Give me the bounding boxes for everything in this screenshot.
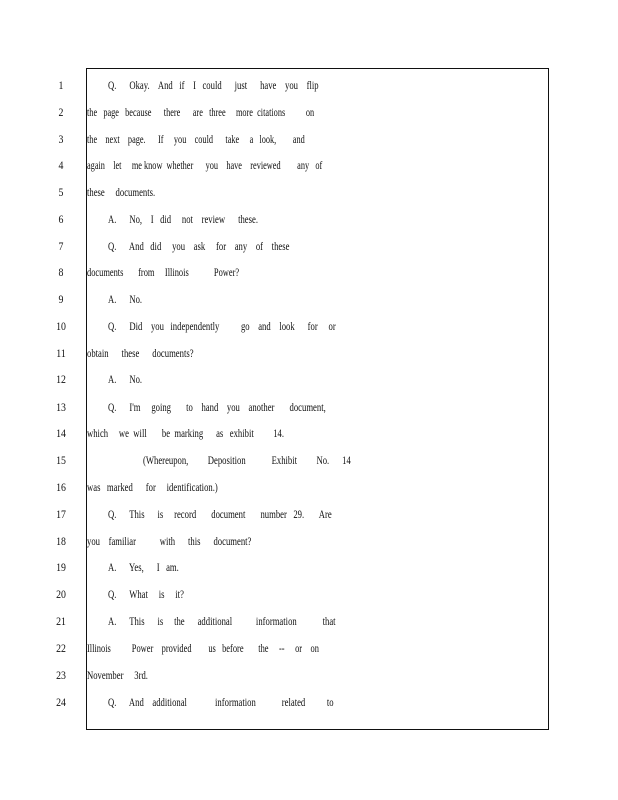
line-number: 19 bbox=[56, 560, 66, 574]
transcript-line: the page because there are three more citations on bbox=[87, 105, 315, 119]
line-number: 15 bbox=[56, 453, 66, 467]
transcript-line: Illinois Power provided us before the -- or on bbox=[87, 641, 319, 655]
line-number: 4 bbox=[58, 158, 64, 172]
line-number: 21 bbox=[56, 614, 66, 628]
transcript-line: you familiar with this document? bbox=[87, 534, 252, 548]
line-number: 24 bbox=[56, 695, 66, 709]
line-number: 12 bbox=[56, 372, 66, 386]
transcript-line: was marked for identification.) bbox=[87, 480, 218, 494]
transcript-line: A. No. bbox=[108, 292, 143, 306]
line-number: 8 bbox=[58, 265, 64, 279]
transcript-line: A. No, I did not review these. bbox=[108, 212, 258, 226]
transcript-line: (Whereupon, Deposition Exhibit No. 14 bbox=[143, 453, 351, 467]
transcript-line: documents from Illinois Power? bbox=[87, 265, 240, 279]
transcript-line: Q. This is record document number 29. Are bbox=[108, 507, 332, 521]
line-number: 2 bbox=[58, 105, 64, 119]
transcript-line: which we will be marking as exhibit 14. bbox=[87, 426, 285, 440]
line-number: 5 bbox=[58, 185, 64, 199]
transcript-line: Q. And did you ask for any of these bbox=[108, 239, 290, 253]
transcript-line: A. This is the additional information that bbox=[108, 614, 336, 628]
line-number: 1 bbox=[58, 78, 64, 92]
transcript-line: A. Yes, I am. bbox=[108, 560, 179, 574]
line-number: 9 bbox=[58, 292, 64, 306]
transcript-line: Q. Did you independently go and look for or bbox=[108, 319, 336, 333]
line-number: 10 bbox=[56, 319, 66, 333]
transcript-line: Q. What is it? bbox=[108, 587, 184, 601]
line-number: 3 bbox=[58, 132, 64, 146]
line-number: 17 bbox=[56, 507, 66, 521]
line-number: 14 bbox=[56, 426, 66, 440]
transcript-line: again let me know whether you have reviewed any of bbox=[87, 158, 323, 172]
transcript-line: Q. And additional information related to bbox=[108, 695, 334, 709]
line-number: 18 bbox=[56, 534, 66, 548]
line-number: 22 bbox=[56, 641, 66, 655]
line-number: 20 bbox=[56, 587, 66, 601]
line-number: 7 bbox=[58, 239, 64, 253]
transcript-line: A. No. bbox=[108, 372, 143, 386]
line-number: 6 bbox=[58, 212, 64, 226]
transcript-line: November 3rd. bbox=[87, 668, 148, 682]
line-number: 13 bbox=[56, 400, 66, 414]
line-number: 11 bbox=[56, 346, 66, 360]
line-number: 23 bbox=[56, 668, 66, 682]
transcript-line: the next page. If you could take a look, and bbox=[87, 132, 305, 146]
transcript-line: Q. Okay. And if I could just have you flip bbox=[108, 78, 319, 92]
transcript-line: obtain these documents? bbox=[87, 346, 194, 360]
transcript-line: these documents. bbox=[87, 185, 156, 199]
line-number: 16 bbox=[56, 480, 66, 494]
transcript-line: Q. I'm going to hand you another document, bbox=[108, 400, 326, 414]
